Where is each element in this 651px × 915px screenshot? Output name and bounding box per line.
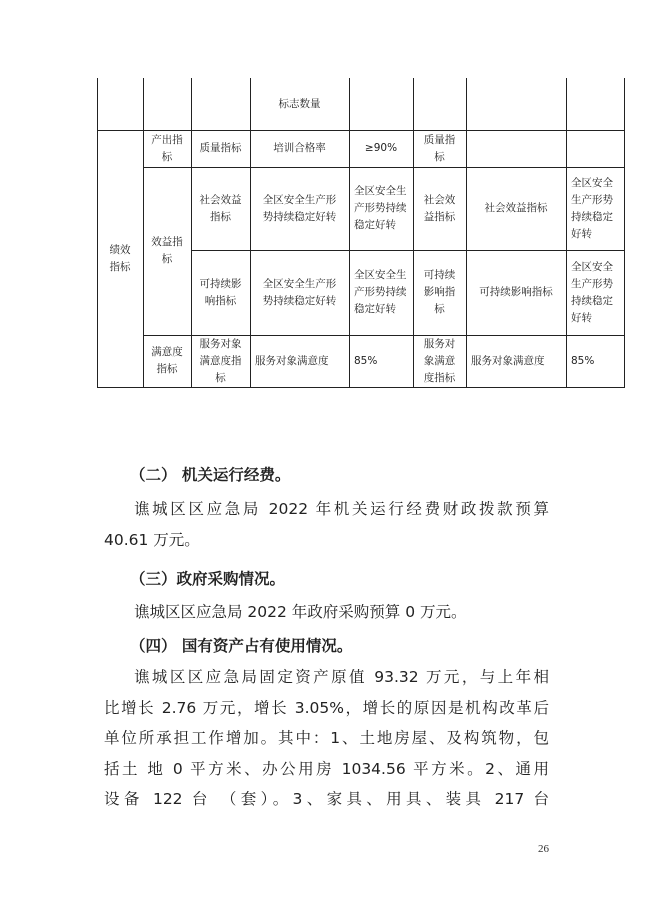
paragraph-line: 谯城区区应急局固定资产原值 93.32 万元，与上年相	[134, 668, 549, 686]
table-value-cell: 全区安全生产形势持续稳定好转	[571, 176, 613, 240]
section-heading-running-costs: （二） 机关运行经费。	[130, 466, 291, 484]
section-heading-procurement: （三）政府采购情况。	[130, 570, 286, 588]
table-level2-cell: 服务对象满意度指标	[199, 337, 242, 384]
table-value-cell: 全区安全生产形势持续稳定好转	[354, 185, 407, 231]
table-indicator-cell: 社会效益指标	[484, 202, 548, 214]
table-indicator-cell: 全区安全生产形势持续稳定好转	[262, 193, 337, 223]
section-body-state-assets	[104, 662, 549, 815]
paragraph-line: 谯城区区应急局 2022 年机关运行经费财政拨款预算	[134, 500, 549, 518]
table-value-cell: 全区安全生产形势持续稳定好转	[571, 260, 613, 324]
table-rule	[624, 78, 625, 388]
table-value-cell: 85%	[354, 354, 378, 367]
paragraph-line: 40.61 万元。	[104, 530, 200, 549]
page-number: 26	[538, 843, 549, 855]
paragraph-line: 设备 122 台 （套）。3、家具、用具、装具 217 台	[104, 790, 549, 808]
table-level1-cell: 产出指标	[151, 133, 183, 163]
table-indicator-cell: 全区安全生产形势持续稳定好转	[262, 277, 337, 307]
table-level2-cell: 社会效益指标	[423, 193, 456, 223]
paragraph-line: 括土 地 0 平方米、办公用房 1034.56 平方米。2、通用	[104, 759, 549, 778]
section-body-running-costs	[104, 494, 549, 555]
table-level2-cell: 服务对象满意度指标	[423, 337, 456, 384]
table-level2-cell: 质量指标	[199, 142, 242, 154]
table-level1-cell: 满意度指标	[151, 346, 183, 375]
table-value-cell: ≥90%	[364, 142, 398, 154]
table-indicator-cell: 培训合格率	[273, 142, 326, 154]
table-level1-cell: 效益指标	[151, 236, 183, 265]
table-value-cell: 85%	[571, 354, 595, 367]
table-level2-cell: 社会效益指标	[199, 193, 242, 223]
table-category-cell: 绩效指标	[109, 243, 131, 273]
table-level2-cell: 可持续影响指标	[199, 277, 242, 307]
paragraph-line: 比增长 2.76 万元，增长 3.05%，增长的原因是机构改革后	[104, 698, 549, 717]
table-rule	[97, 387, 624, 388]
paragraph-line: 单位所承担工作增加。其中：1、土地房屋、及构筑物，包	[104, 729, 549, 747]
table-indicator-cell: 可持续影响指标	[479, 286, 553, 298]
section-heading-state-assets: （四） 国有资产占有使用情况。	[130, 637, 353, 655]
section-body-procurement: 谯城区区应急局 2022 年政府采购预算 0 万元。	[134, 603, 467, 621]
table-level2-cell: 可持续影响指标	[423, 269, 456, 315]
table-indicator-cell: 服务对象满意度	[471, 354, 545, 367]
table-level2-cell: 质量指标	[423, 133, 456, 163]
table-value-cell: 全区安全生产形势持续稳定好转	[354, 269, 407, 315]
performance-indicator-table	[0, 0, 651, 400]
table-indicator-cell: 服务对象满意度	[255, 354, 329, 367]
table-cell: 标志数量	[278, 97, 321, 110]
